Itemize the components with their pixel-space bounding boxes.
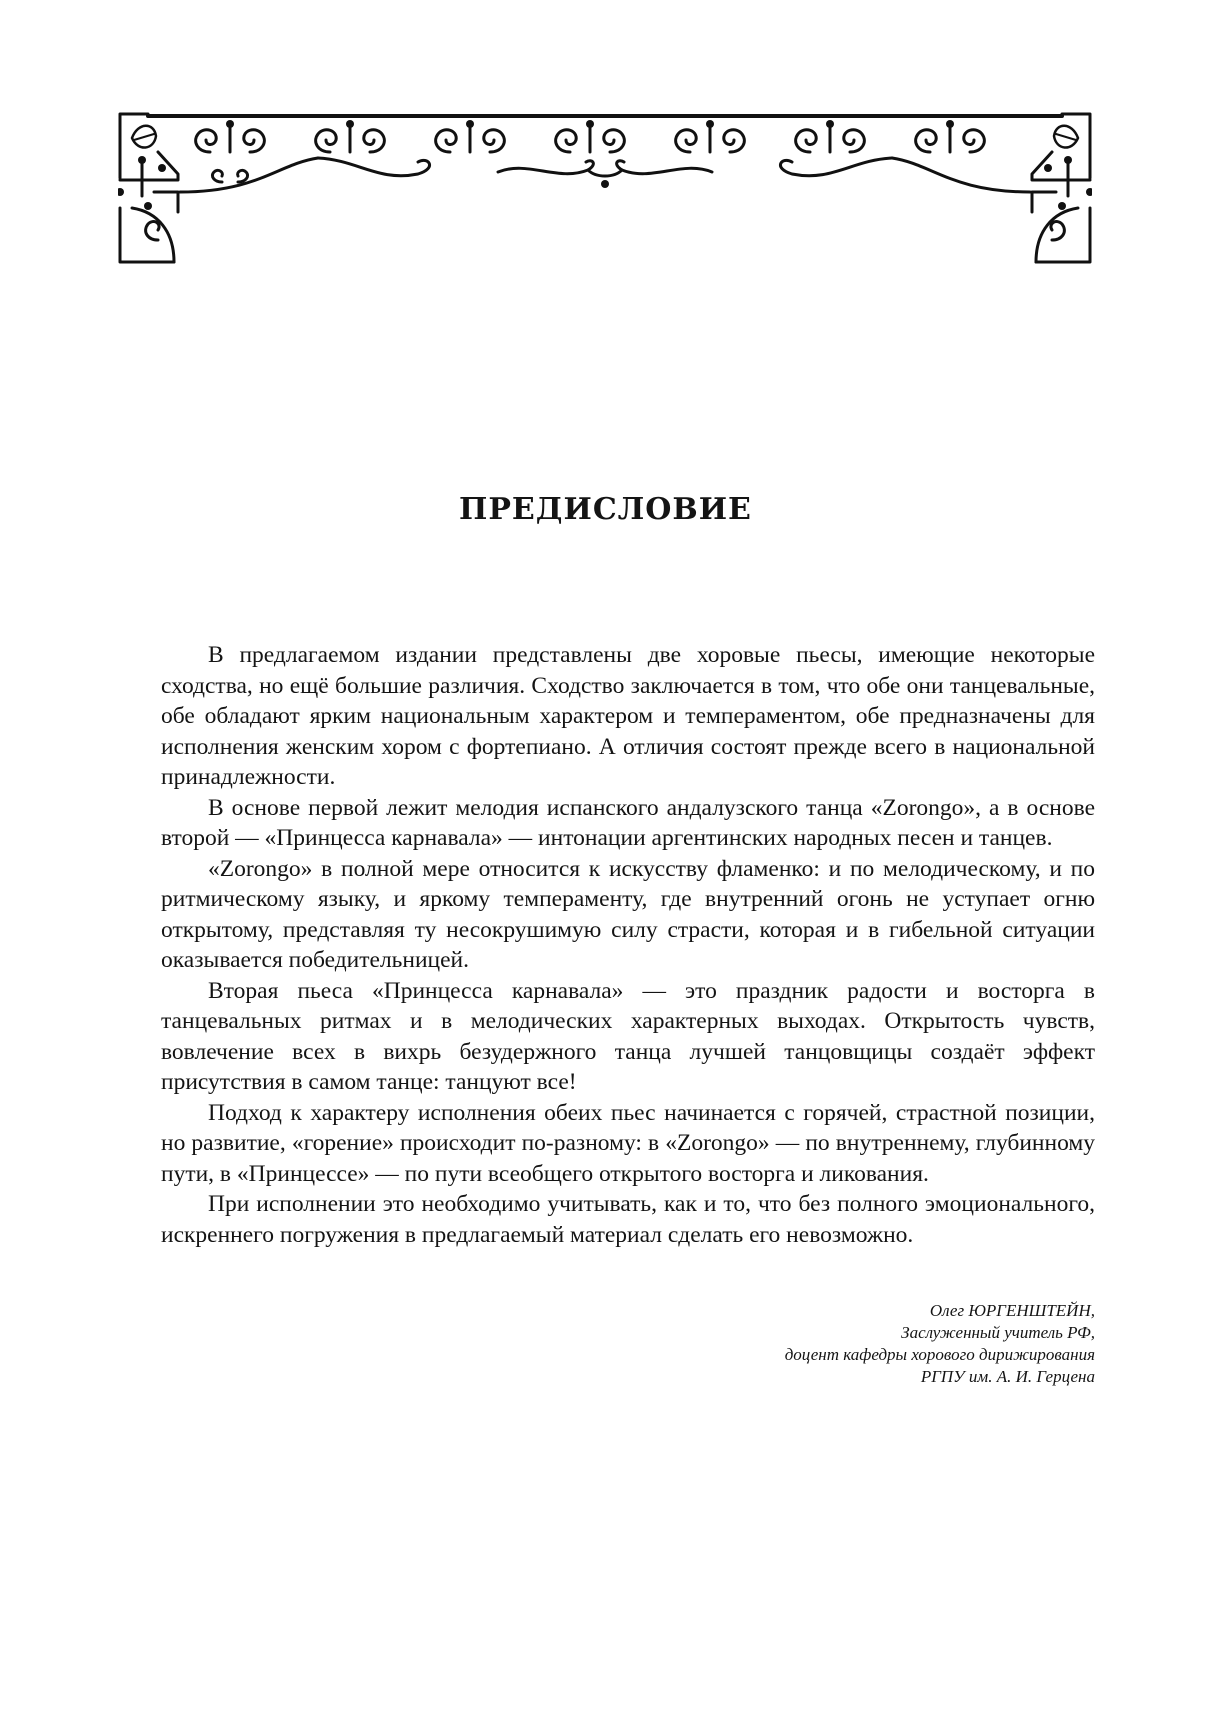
decorative-border-icon [118, 112, 1092, 264]
paragraph: В основе первой лежит мелодия испанского андалузского танца «Zorongo», а в основе второй — «Принцесса карнавала» — интонации аргентинских народных песен и танцев. [161, 794, 1095, 851]
paragraph: При исполнении это необходимо учитывать, как и то, что без полного эмоционального, искреннего погружения в предлагаемый материал сделать его невозможно. [161, 1191, 1095, 1248]
signature-block [785, 1300, 1095, 1388]
paragraph: Подход к характеру исполнения обеих пьес начинается с горячей, страстной позиции, но развитие, «горение» происходит по-разному: в «Zorongo» — по внутреннему, глубинному пути, в «Принцессе» — по пути всеобщего открытого восторга и ликования. [161, 1099, 1095, 1187]
preface-body [161, 640, 1095, 1250]
author-title: Заслуженный учитель РФ, [901, 1323, 1095, 1342]
paragraph: «Zorongo» в полной мере относится к искусству фламенко: и по мелодическому, и по ритмическому языку, и яркому темпераменту, где внутренний огонь не уступает огню открытому, представляя ту несокрушимую силу страсти, которая и в гибельной ситуации оказывается победительницей. [161, 855, 1095, 973]
author-institution: РГПУ им. А. И. Герцена [920, 1367, 1095, 1386]
paragraph: Вторая пьеса «Принцесса карнавала» — это праздник радости и восторга в танцевальных ритмах и в мелодических характерных выходах. Открытость чувств, вовлечение всех в вихрь безудержного танца лучшей танцовщицы создаёт эффект присутствия в самом танце: танцуют все! [161, 977, 1095, 1095]
author-position: доцент кафедры хорового дирижирования [784, 1345, 1095, 1364]
author-name: Олег ЮРГЕНШТЕЙН, [929, 1301, 1095, 1320]
paragraph: В предлагаемом издании представлены две хоровые пьесы, имеющие некоторые сходства, но ещё большие различия. Сходство заключается в том, что обе они танцевальные, обе обладают ярким национальным характером и темпераментом, обе предназначены для исполнения женским хором с фортепиано. А отличия состоят прежде всего в национальной принадлежности. [161, 642, 1095, 790]
page-title: ПРЕДИСЛОВИЕ [459, 492, 752, 527]
